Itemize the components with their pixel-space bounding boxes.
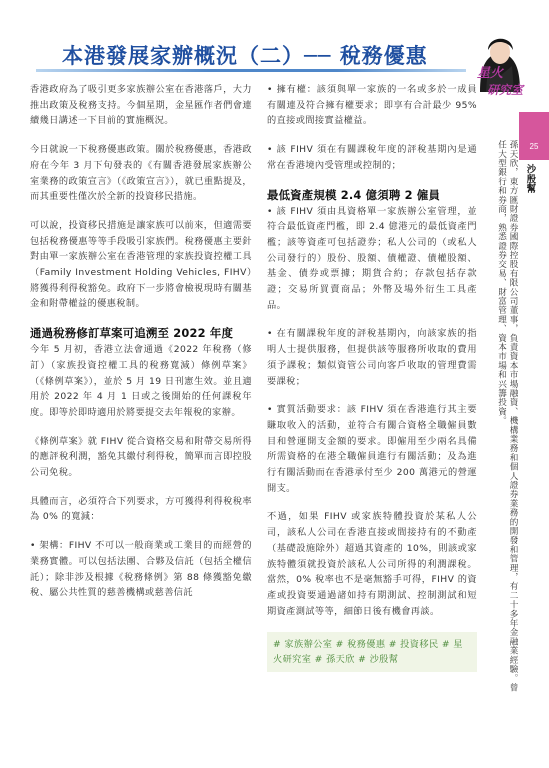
- paragraph: 可以說，投資移民措施是讓家族可以前來，但適需要包括稅務優惠等等手段吸引家族們。稅務優惠主要針對由單一家族辦公室在香港管理的家族投資控權工具（Family Investment Holding Vehicles, FIHV）將獲得利得稅豁免。政府下一步將會檢視現時有關基金和附帶權益的優惠稅制。: [30, 219, 252, 310]
- bullet-item: • 實質活動要求：該 FIHV 須在香港進行其主要賺取收入的活動，並符合有關合資格全職僱員數目和營運開支金額的要求。即僱用至少兩名具備所需資格的在港全職僱員進行有關活動；及為進行有關活動而在香港承付至少 200 萬港元的營運開支。: [267, 402, 477, 496]
- bullet-item: • 該 FIHV 須在有關課稅年度的評稅基期內是通常在香港境內受管理或控制的；: [267, 142, 477, 173]
- bullet-item: • 該 FIHV 須由具資格單一家族辦公室管理，並符合最低資產門檻，即 2.4 億港元的最低資產門檻；該等資產可包括證券；私人公司的（或私人公司發行的）股份、股額、債權證、債權股額、基金、債券或票據；期貨合約；存款包括存款證；交易所買賣商品；外幣及場外衍生工具產品。: [267, 204, 477, 314]
- brand-line-1: 星火: [477, 66, 504, 81]
- author-bio: 孫天欣，東方匯財證券國際控股有限公司董事，負責資本市場融資、機構業務和個人證券業務的開發和管理，有二十多年金融業經驗。曾任大型銀行和券商，熟悉證券交易、財富管理、資本市場和兴籌投資。: [496, 140, 518, 692]
- paragraph: 今年 5 月初，香港立法會通過《2022 年稅務（修訂）（家族投資控權工具的稅務寬減）條例草案》（《條例草案》），並於 5 月 19 日刊憲生效。並且適用於 2022 年 4 月 1 日或之後開始的任何課稅年度。即等於即時適用於將要提交去年報稅的家辦。: [30, 344, 252, 418]
- page-number: 25: [529, 142, 539, 151]
- paragraph: 今日就說一下稅務優惠政策。關於稅務優惠，香港政府在今年 3 月下旬發表的《有關香港發展家族辦公室業務的政策宣言》（《政策宣言》），就已重點提及，而其重要性僅次於全新的投資移民措施。: [30, 144, 252, 203]
- author-name: 沙殷幫: [524, 164, 536, 194]
- bullet-item: • 擁有權：該須與單一家族的一名或多於一成員有關連及符合擁有權要求；即享有合計最少 95% 的直接或間接實益權益。: [267, 82, 477, 129]
- page-title: 本港發展家辦概況（二）── 稅務優惠: [62, 44, 428, 68]
- paragraph: 香港政府為了吸引更多家族辦公室在香港落戶，大力推出政策及稅務支持。今個星期，金星匯作者們會連續幾日講述一下目前的實施概況。: [30, 84, 252, 127]
- brand-line-2: 研究室: [487, 83, 524, 97]
- left-column: [30, 82, 252, 614]
- hashtag-box: # 家族辦公室 # 稅務優惠 # 投資移民 # 星火研究室 # 孫天欣 # 沙殷幫: [267, 632, 477, 672]
- section-heading: 最低資產規模 2.4 億須聘 2 僱員: [267, 187, 441, 202]
- page-tab: [519, 112, 549, 160]
- title-underline: [36, 69, 466, 72]
- middle-column: [267, 82, 477, 672]
- bullet-item: • 在有關課稅年度的評稅基期內，向該家族的指明人士提供服務，但提供該等服務所收取的費用須予課稅；類似資管公司向客戶收取的管理費需要課稅；: [267, 326, 477, 389]
- paragraph: 具體而言，必須符合下列要求，方可獲得利得稅稅率為 0% 的寬減：: [30, 495, 252, 523]
- paragraph: 不過，如果 FIHV 或家族特體投資於某私人公司，該私人公司在香港直接或間接持有的不動產（基礎設施除外）超過其資產的 10%，則該或家族特體須就投資於該私人公司所得的利潤課稅。當然，0% 稅率也不是毫無豁手可得，FIHV 的資產或投資要通過諸如持有期測試、控制測試和短期資產測試等等，細節日後有機會再談。: [267, 511, 477, 617]
- paragraph: 《條例草案》就 FIHV 從合資格交易和附帶交易所得的應評稅利潤，豁免其繳付利得稅，簡單而言即控股公司免稅。: [30, 435, 252, 479]
- bullet-item: • 架構：FIHV 不可以一般商業或工業目的而經營的業務實體。可以包括法團、合夥及信託（包括全權信託）；除非涉及根據《稅務條例》第 88 條獲豁免繳稅、屬公共性質的慈善機構或慈善信託: [30, 538, 252, 601]
- section-heading: 通過稅務修訂草案可追溯至 2022 年度: [30, 326, 234, 341]
